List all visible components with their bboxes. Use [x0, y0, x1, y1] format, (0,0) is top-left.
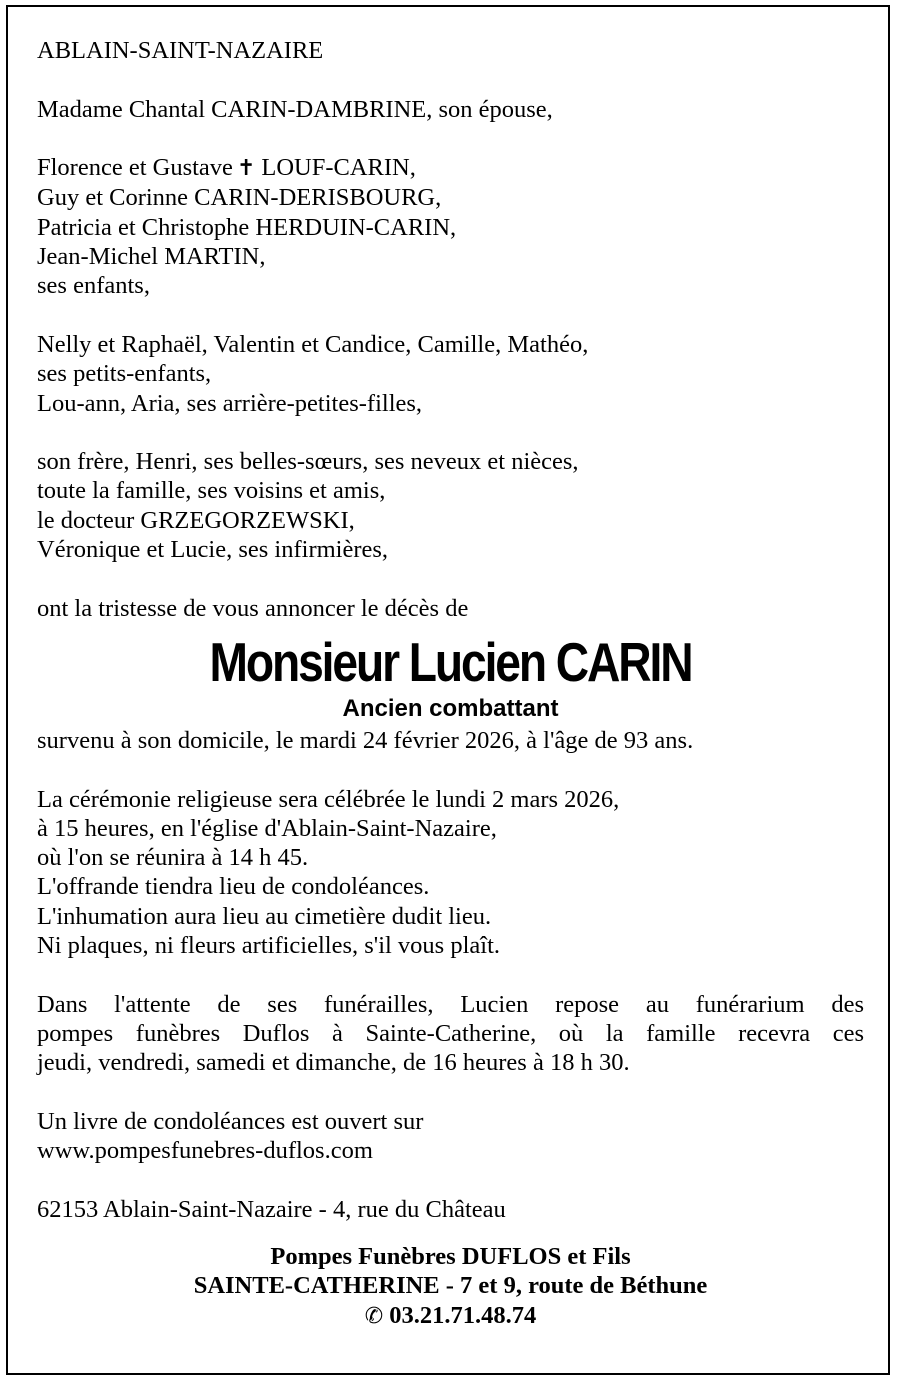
condolences-section: [37, 1107, 864, 1166]
family-line-4: Véronique et Lucie, ses infirmières,: [37, 536, 389, 564]
children-line-1: [37, 153, 864, 183]
visitation-line-2: pompes funèbres Duflos à Sainte-Catherine, où la famille recevra ces: [37, 1019, 864, 1047]
grandchildren-line-1: Nelly et Raphaël, Valentin et Candice, Camille, Mathéo,: [37, 330, 589, 358]
deceased-title: Ancien combattant: [342, 694, 559, 722]
cross-icon: ✝: [236, 156, 256, 182]
town-heading: ABLAIN-SAINT-NAZAIRE: [37, 37, 324, 64]
deceased-name: Monsieur Lucien CARIN: [209, 630, 692, 693]
spouse-line: Madame Chantal CARIN-DAMBRINE, son épouse,: [37, 95, 553, 123]
condolences-website: www.pompesfunebres-duflos.com: [37, 1137, 373, 1165]
funeral-home-footer: [37, 1242, 864, 1331]
children-line-1-prefix: Florence et Gustave: [37, 154, 233, 182]
ceremony-line-1: La cérémonie religieuse sera célébrée le lundi 2 mars 2026,: [37, 785, 620, 813]
children-line-5: ses enfants,: [37, 272, 150, 300]
grandchildren-section: [37, 330, 864, 418]
ceremony-line-5: L'inhumation aura lieu au cimetière dudit lieu.: [37, 902, 492, 930]
phone-icon: ✆: [364, 1303, 384, 1329]
grandchildren-line-3: Lou-ann, Aria, ses arrière-petites-filles,: [37, 389, 423, 417]
ceremony-section: [37, 785, 864, 961]
family-line-1: son frère, Henri, ses belles-sœurs, ses neveux et nièces,: [37, 448, 579, 476]
funeral-home-phone: 03.21.71.48.74: [389, 1301, 537, 1329]
death-details: survenu à son domicile, le mardi 24 février 2026, à l'âge de 93 ans.: [37, 726, 694, 754]
visitation-line-3: jeudi, vendredi, samedi et dimanche, de 16 heures à 18 h 30.: [37, 1049, 630, 1077]
obituary-notice: [37, 36, 864, 1331]
children-line-3: Patricia et Christophe HERDUIN-CARIN,: [37, 213, 457, 241]
family-section: [37, 447, 864, 564]
funeral-home-name: Pompes Funèbres DUFLOS et Fils: [270, 1242, 631, 1270]
ceremony-line-4: L'offrande tiendra lieu de condoléances.: [37, 873, 430, 901]
home-address: 62153 Ablain-Saint-Nazaire - 4, rue du Château: [37, 1195, 506, 1223]
funeral-home-phone-line: [37, 1301, 864, 1331]
children-line-2: Guy et Corinne CARIN-DERISBOURG,: [37, 184, 442, 212]
funeral-home-address: SAINTE-CATHERINE - 7 et 9, route de Béthune: [193, 1272, 708, 1300]
children-line-1-suffix: LOUF-CARIN,: [261, 154, 416, 182]
children-line-4: Jean-Michel MARTIN,: [37, 243, 266, 271]
ceremony-line-6: Ni plaques, ni fleurs artificielles, s'il vous plaît.: [37, 932, 501, 960]
visitation-line-1: Dans l'attente de ses funérailles, Lucien repose au funérarium des: [37, 990, 864, 1018]
ceremony-line-3: où l'on se réunira à 14 h 45.: [37, 844, 309, 872]
announcement-line: ont la tristesse de vous annoncer le décès de: [37, 594, 469, 622]
family-line-3: le docteur GRZEGORZEWSKI,: [37, 506, 355, 534]
family-line-2: toute la famille, ses voisins et amis,: [37, 477, 386, 505]
condolences-line-1: Un livre de condoléances est ouvert sur: [37, 1107, 424, 1135]
visitation-section: [37, 990, 864, 1078]
children-section: [37, 153, 864, 300]
grandchildren-line-2: ses petits-enfants,: [37, 360, 212, 388]
ceremony-line-2: à 15 heures, en l'église d'Ablain-Saint-Nazaire,: [37, 814, 497, 842]
